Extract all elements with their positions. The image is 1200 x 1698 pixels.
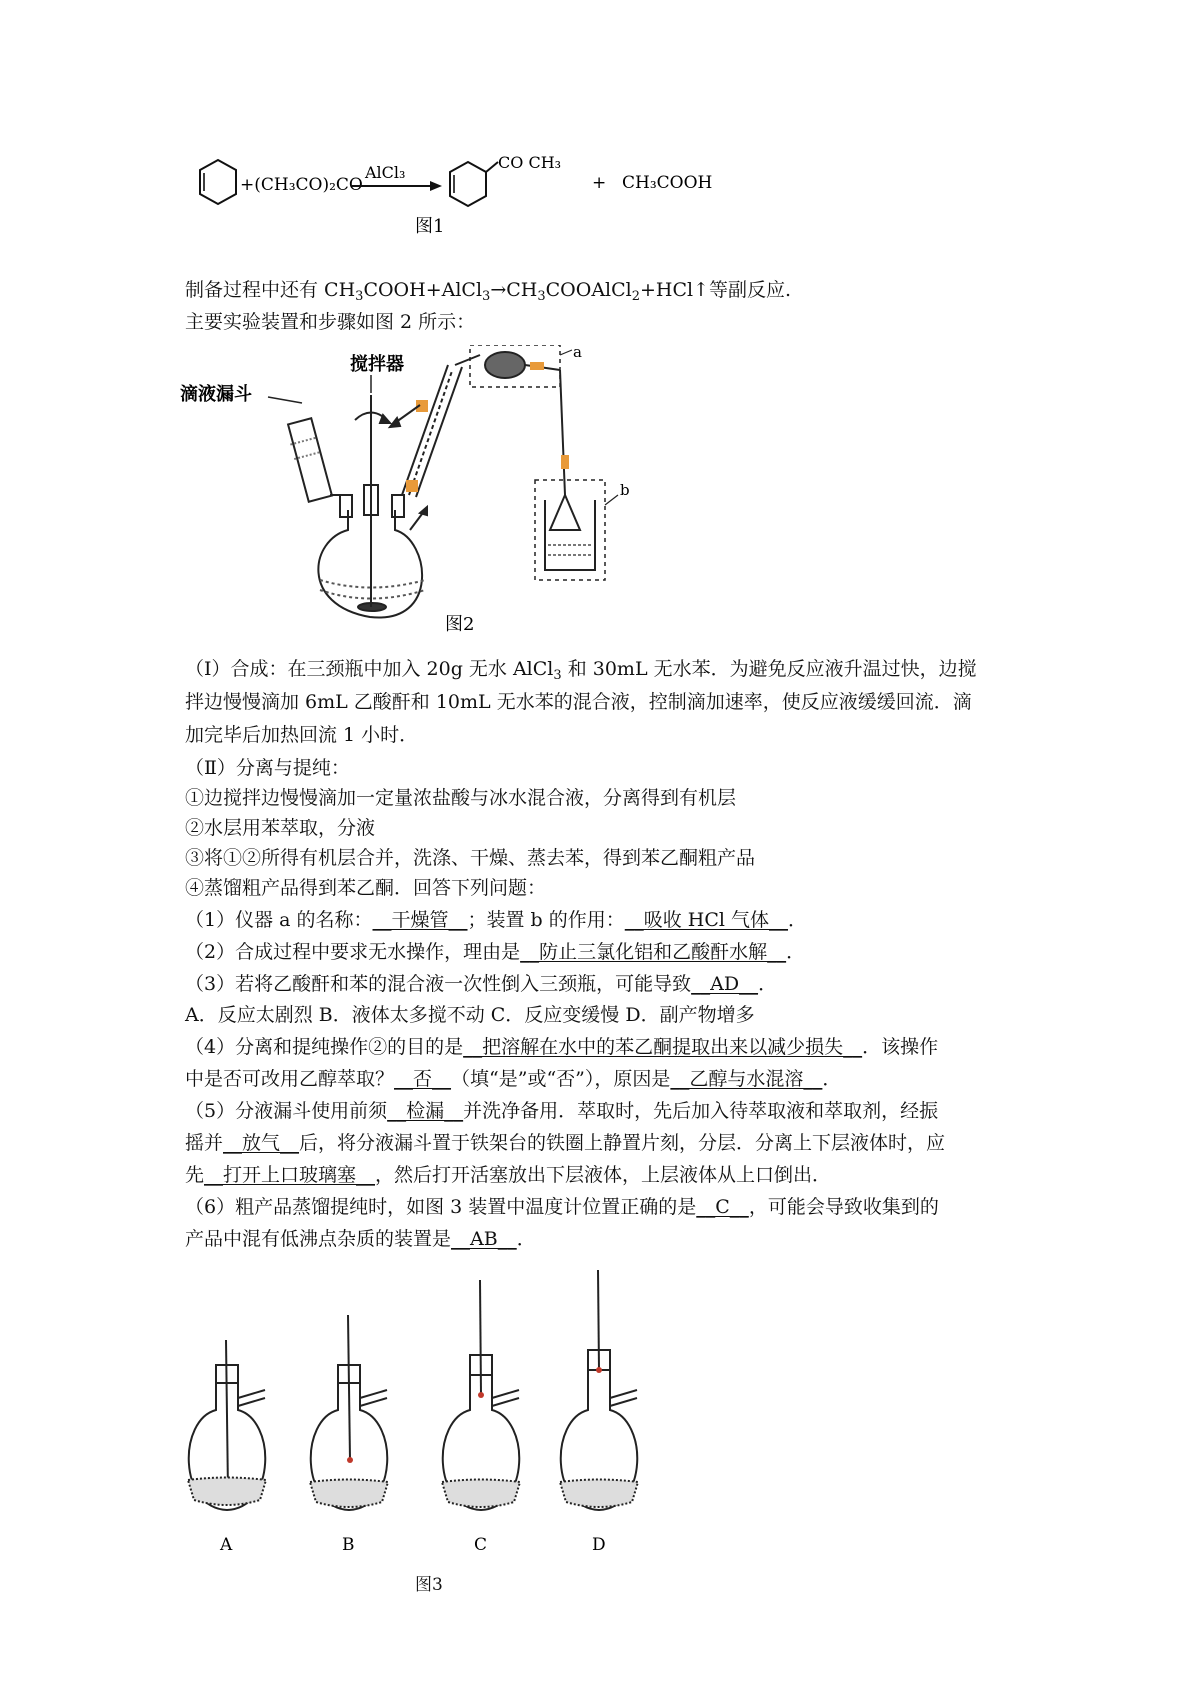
figure-2-caption: 图2	[445, 614, 475, 635]
flask-b	[310, 1315, 388, 1510]
q4-answer-2: __否__	[394, 1068, 452, 1090]
plus-sign: +	[592, 173, 607, 193]
flask-a-label: A	[220, 1535, 233, 1555]
q6-text-mid: ，可能会导致收集到的	[748, 1196, 939, 1218]
q4-l2-text: 中是否可改用乙醇萃取？	[185, 1068, 395, 1090]
side-text-2: COOH+AlCl	[363, 279, 483, 301]
figure-1-reaction	[180, 150, 800, 260]
side-sub-1: 3	[355, 289, 364, 304]
side-text-4: COOAlCl	[545, 279, 632, 301]
flask-b-label: B	[342, 1535, 355, 1555]
q5-answer-1: __检漏__	[387, 1100, 464, 1122]
figure-2-apparatus	[180, 345, 740, 645]
q1-answer-1: __干燥管__	[372, 909, 468, 931]
question-3	[185, 972, 777, 996]
part2-step-3: ③将①②所得有机层合并，洗涤、干燥、蒸去苯，得到苯乙酮粗产品	[185, 847, 756, 869]
question-4-line-2	[185, 1067, 841, 1091]
stirrer-rod	[355, 395, 390, 607]
q3-text: （3）若将乙酸酐和苯的混合液一次性倒入三颈瓶，可能导致	[185, 973, 692, 995]
q4-text: （4）分离和提纯操作②的目的是	[185, 1036, 464, 1058]
figure-3-flasks	[180, 1270, 700, 1560]
flask-c	[442, 1280, 520, 1510]
label-a: a	[573, 345, 582, 361]
q5-text-mid: 并洗净备用．萃取时，先后加入待萃取液和萃取剂，经振	[463, 1100, 939, 1122]
q6-l2-end: ．	[516, 1228, 536, 1250]
figure-3-caption: 图3	[415, 1575, 443, 1595]
label-b: b	[620, 481, 630, 499]
q4-text-mid: ．该操作	[862, 1036, 939, 1058]
side-sub-2: 3	[482, 289, 491, 304]
q5-text: （5）分液漏斗使用前须	[185, 1100, 388, 1122]
benzene-ring-product	[450, 162, 498, 206]
part2-step-4: ④蒸馏粗产品得到苯乙酮．回答下列问题：	[185, 877, 547, 899]
figure-1-caption: 图1	[415, 216, 445, 237]
side-text-5: +HCl↑等副反应.	[640, 279, 792, 301]
side-text-1: 制备过程中还有 CH	[185, 279, 356, 301]
reaction-arrow-icon	[352, 181, 442, 191]
drying-tube-a	[455, 345, 569, 495]
part1-text-b: 和 30mL 无水苯．为避免反应液升温过快，边搅	[561, 658, 977, 680]
question-2	[185, 940, 805, 964]
side-sub-4: 2	[631, 289, 641, 304]
part1-line-3: 加完毕后加热回流 1 小时．	[185, 724, 419, 746]
dropping-funnel	[288, 418, 340, 501]
funnel-label: 滴液漏斗	[180, 384, 252, 405]
reagent-text: +(CH₃CO)₂CO	[240, 175, 363, 195]
q3-answer: __AD__	[691, 973, 759, 995]
flask-d	[560, 1270, 638, 1510]
q2-text: （2）合成过程中要求无水操作，理由是	[185, 941, 521, 963]
question-1	[185, 908, 807, 932]
side-sub-3: 3	[537, 289, 546, 304]
q5-l2-text: 摇并	[185, 1132, 224, 1154]
q4-l2-mid: （填“是”或“否”），原因是	[451, 1068, 671, 1090]
q1-answer-2: __吸收 HCl 气体__	[624, 909, 789, 931]
q1-end: ．	[788, 909, 808, 931]
byproduct-text: CH₃COOH	[622, 173, 713, 193]
q2-answer: __防止三氯化铝和乙酸酐水解__	[520, 941, 787, 963]
part2-step-2: ②水层用苯萃取，分液	[185, 817, 376, 839]
q1-text-mid: ；装置 b 的作用：	[467, 909, 625, 931]
q6-text: （6）粗产品蒸馏提纯时，如图 3 装置中温度计位置正确的是	[185, 1196, 697, 1218]
q5-l3-text: 先	[185, 1164, 205, 1186]
question-5-line-3	[185, 1163, 831, 1187]
question-4-line-1	[185, 1035, 938, 1059]
question-5-line-1	[185, 1099, 938, 1123]
q1-text: （1）仪器 a 的名称：	[185, 909, 373, 931]
side-reaction-line	[185, 278, 791, 309]
q4-l2-end: ．	[822, 1068, 842, 1090]
question-3-options: A．反应太剧烈 B．液体太多搅不动 C．反应变缓慢 D．副产物增多	[185, 1004, 755, 1026]
q2-end: ．	[786, 941, 806, 963]
q5-answer-3: __打开上口玻璃塞__	[204, 1164, 376, 1186]
q6-l2-text: 产品中混有低沸点杂质的装置是	[185, 1228, 452, 1250]
q5-l2-mid: 后，将分液漏斗置于铁架台的铁圈上静置片刻，分层．分离上下层液体时，应	[299, 1132, 946, 1154]
question-6-line-2	[185, 1227, 536, 1251]
part1-text-a: （I）合成：在三颈瓶中加入 20g 无水 AlCl	[185, 658, 554, 680]
part1-sub: 3	[553, 668, 562, 683]
side-text-3: →CH	[490, 279, 538, 301]
q6-answer-2: __AB__	[451, 1228, 517, 1250]
q4-answer-3: __乙醇与水混溶__	[670, 1068, 823, 1090]
product-group-text: CO CH₃	[498, 153, 562, 172]
flask-d-label: D	[592, 1535, 606, 1555]
q5-l3-end: ，然后打开活塞放出下层液体，上层液体从上口倒出．	[375, 1164, 832, 1186]
q6-answer-1: __C__	[696, 1196, 749, 1218]
flask-a	[188, 1340, 266, 1510]
q5-answer-2: __放气__	[223, 1132, 300, 1154]
flask-c-label: C	[474, 1535, 488, 1555]
stirrer-label: 搅拌器	[350, 354, 404, 375]
part2-step-1: ①边搅拌边慢慢滴加一定量浓盐酸与冰水混合液，分离得到有机层	[185, 787, 737, 809]
question-6-line-1	[185, 1195, 939, 1219]
benzene-ring-reactant	[200, 160, 236, 204]
question-5-line-2	[185, 1131, 945, 1155]
absorption-beaker-b	[535, 480, 605, 580]
q3-end: ．	[758, 973, 778, 995]
catalyst-text: AlCl₃	[365, 163, 406, 182]
reflux-condenser	[390, 365, 462, 530]
setup-line: 主要实验装置和步骤如图 2 所示：	[185, 311, 476, 333]
q4-answer-1: __把溶解在水中的苯乙酮提取出来以减少损失__	[463, 1036, 863, 1058]
part1-line-1	[185, 657, 977, 688]
part1-line-2: 拌边慢慢滴加 6mL 乙酸酐和 10mL 无水苯的混合液，控制滴加速率，使反应液缓缓回流．滴	[185, 691, 972, 713]
part2-title: （Ⅱ）分离与提纯：	[185, 757, 350, 779]
